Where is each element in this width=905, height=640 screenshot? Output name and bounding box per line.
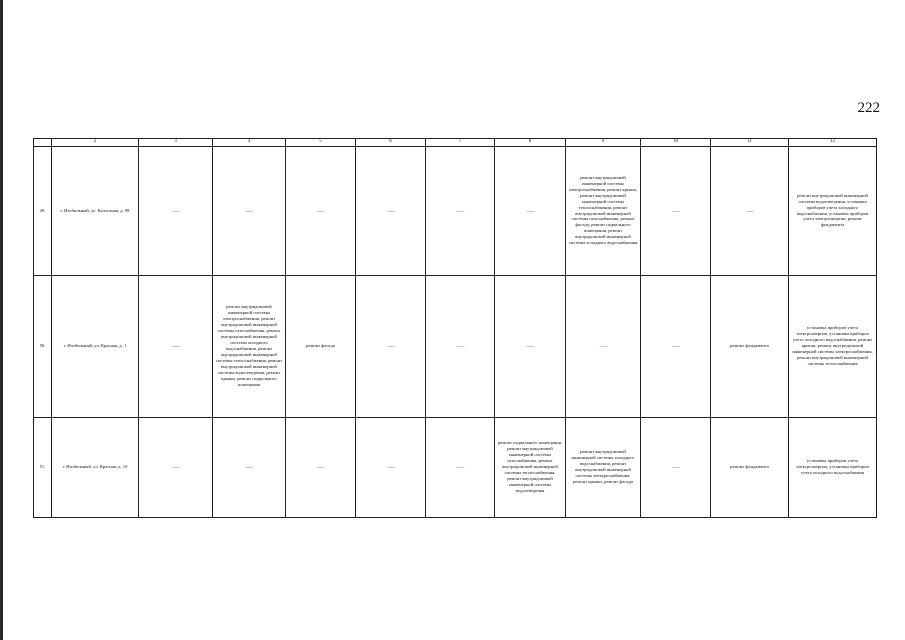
col-header: 11 bbox=[711, 139, 789, 147]
col-header: 2 bbox=[52, 139, 139, 147]
col-header: 3 bbox=[139, 139, 213, 147]
cell-col-8: —— bbox=[495, 275, 566, 417]
cell-col-9: ремонт внутридомовой инженерной системы электроснабжения, ремонт крыши, ремонт внутридомовой инженерной системы теплоснабжения, ремонт внутридомовой инженерной системы газоснабжения, ремонт фасада, ремонт подвального помещения, ремонт внутридомовой инженерной системы холодного водоснабжения bbox=[566, 146, 641, 275]
page-number: 222 bbox=[857, 100, 880, 116]
scan-edge bbox=[0, 0, 3, 640]
cell-col-6: —— bbox=[356, 146, 426, 275]
cell-col-11: ремонт фундамента bbox=[711, 275, 789, 417]
cell-col-10: —— bbox=[641, 146, 711, 275]
col-header: 12 bbox=[789, 139, 877, 147]
cell-col-7: —— bbox=[426, 275, 495, 417]
col-header: 9 bbox=[566, 139, 641, 147]
col-header: 8 bbox=[495, 139, 566, 147]
cell-col-9: ремонт внутридомовой инженерной системы холодного водоснабжения, ремонт внутридомовой инженерной системы электроснабжения, ремонт крыши, ремонт фасада bbox=[566, 417, 641, 517]
address-cell: г. Изобильный, ул. Красная, д. 1 bbox=[52, 275, 139, 417]
cell-col-4: —— bbox=[213, 417, 286, 517]
address-cell: г. Изобильный, ул. Колхозная, д. 98 bbox=[52, 146, 139, 275]
cell-col-9: —— bbox=[566, 275, 641, 417]
cell-col-3: —— bbox=[139, 146, 213, 275]
cell-col-5: —— bbox=[286, 146, 356, 275]
col-header: 4 bbox=[213, 139, 286, 147]
row-number: 49. bbox=[34, 146, 52, 275]
cell-col-4: ремонт внутридомовой инженерной системы электроснабжения, ремонт внутридомовой инженерной системы газоснабжения, ремонт внутридомовой инженерной системы холодного водоснабжения, ремонт внутридомовой инженерной системы теплоснабжения, ремонт внутридомовой инженерной системы водоотведения, ремонт крыши, ремонт подвального помещения bbox=[213, 275, 286, 417]
col-header bbox=[34, 139, 52, 147]
cell-col-12: ремонт внутридомовой инженерной системы водоотведения, установка приборов учета холодного водоснабжения, установка приборов учета электроэнергии, ремонт фундамента bbox=[789, 146, 877, 275]
cell-col-6: —— bbox=[356, 417, 426, 517]
cell-col-5: ремонт фасада bbox=[286, 275, 356, 417]
cell-col-3: —— bbox=[139, 275, 213, 417]
cell-col-8: ремонт подвального помещения, ремонт внутридомовой инженерной системы газоснабжения, ремонт внутридомовой инженерной системы теплоснабжения, ремонт внутридомовой инженерной системы водоотведения bbox=[495, 417, 566, 517]
cell-col-6: —— bbox=[356, 275, 426, 417]
col-header: 7 bbox=[426, 139, 495, 147]
cell-col-5: —— bbox=[286, 417, 356, 517]
table-row bbox=[34, 146, 877, 275]
address-cell: г. Изобильный, ул. Красная, д. 10 bbox=[52, 417, 139, 517]
col-header: 5 bbox=[286, 139, 356, 147]
cell-col-7: —— bbox=[426, 146, 495, 275]
cell-col-4: —— bbox=[213, 146, 286, 275]
cell-col-8: —— bbox=[495, 146, 566, 275]
cell-col-10: —— bbox=[641, 275, 711, 417]
cell-col-12: установка приборов учета электроэнергии, установка приборов учета холодного водоснабжения bbox=[789, 417, 877, 517]
row-number: 50. bbox=[34, 275, 52, 417]
col-header: 10 bbox=[641, 139, 711, 147]
table-row bbox=[34, 417, 877, 517]
repair-schedule-table bbox=[33, 138, 877, 518]
row-number: 51. bbox=[34, 417, 52, 517]
column-number-row bbox=[34, 139, 877, 147]
cell-col-11: —— bbox=[711, 146, 789, 275]
cell-col-10: —— bbox=[641, 417, 711, 517]
cell-col-12: установка приборов учета электроэнергии, установка приборов учета холодного водоснабжения, ремонт крыши, ремонт внутридомовой инженерной системы электроснабжения, ремонт внутридомовой инженерной системы теплоснабжения bbox=[789, 275, 877, 417]
cell-col-7: —— bbox=[426, 417, 495, 517]
cell-col-3: —— bbox=[139, 417, 213, 517]
col-header: 6 bbox=[356, 139, 426, 147]
table-row bbox=[34, 275, 877, 417]
cell-col-11: ремонт фундамента bbox=[711, 417, 789, 517]
